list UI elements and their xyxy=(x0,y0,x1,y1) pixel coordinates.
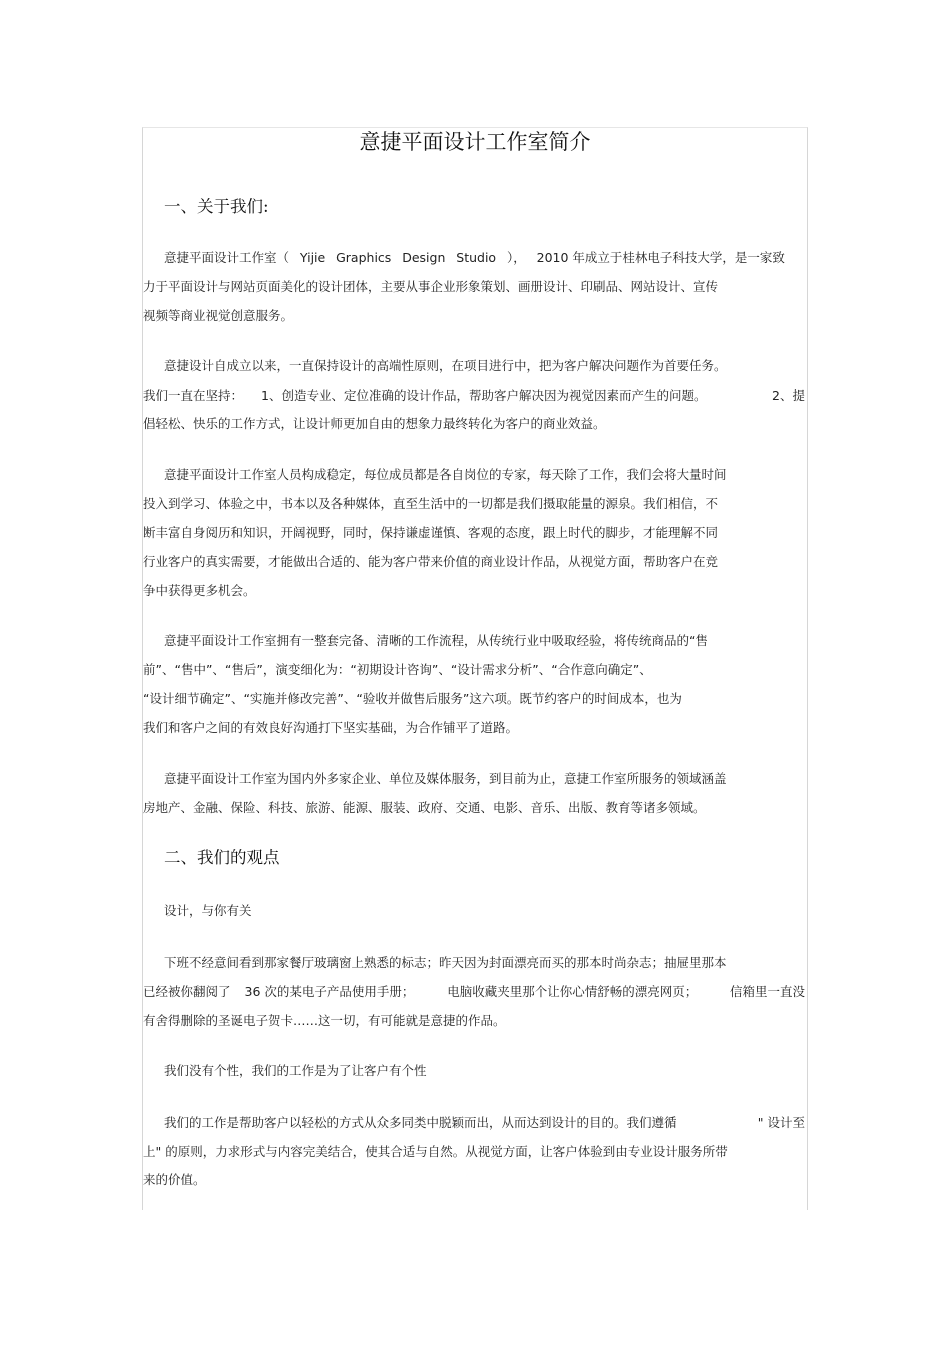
paragraph-line xyxy=(164,250,805,266)
page-title: 意捷平面设计工作室简介 xyxy=(359,130,591,154)
paragraph-line: 来的价值。 xyxy=(143,1172,206,1187)
paragraph-line: 意捷设计自成立以来，一直保持设计的高端性原则，在项目进行中，把为客户解决问题作为首要任务。 xyxy=(164,358,727,373)
text-fragment: 我们的工作是帮助客户以轻松的方式从众多同类中脱颖而出，从而达到设计的目的。我们遵循 xyxy=(164,1115,677,1130)
paragraph-line: 房地产、金融、保险、科技、旅游、能源、服装、政府、交通、电影、音乐、出版、教育等诸多领域。 xyxy=(143,800,706,815)
paragraph-line: 断丰富自身阅历和知识，开阔视野，同时，保持谦虚谨慎、客观的态度，跟上时代的脚步，才能理解不同 xyxy=(143,525,719,540)
text-fragment: 信箱里一直没 xyxy=(729,984,805,999)
paragraph-line: 我们和客户之间的有效良好沟通打下坚实基础，为合作铺平了道路。 xyxy=(143,720,519,735)
paragraph-line: 力于平面设计与网站页面美化的设计团体，主要从事企业形象策划、画册设计、印刷品、网站设计、宣传 xyxy=(143,279,719,294)
text-fragment: ）， xyxy=(506,250,526,265)
text-fragment: Design xyxy=(402,250,446,265)
paragraph-line xyxy=(164,1115,805,1131)
subheading: 设计，与你有关 xyxy=(164,903,252,918)
section-heading-about: 一、关于我们: xyxy=(164,197,269,216)
paragraph-line: 倡轻松、快乐的工作方式，让设计师更加自由的想象力最终转化为客户的商业效益。 xyxy=(143,416,606,431)
text-fragment: " 设计至 xyxy=(757,1115,805,1130)
text-fragment: 2010 年成立于桂林电子科技大学，是一家致 xyxy=(536,250,785,265)
paragraph-line: 下班不经意间看到那家餐厅玻璃窗上熟悉的标志；昨天因为封面漂亮而买的那本时尚杂志；抽屉里那本 xyxy=(164,955,727,970)
text-fragment: Studio xyxy=(456,250,497,265)
text-fragment: 意捷平面设计工作室（ xyxy=(164,250,290,265)
section-heading-views: 二、我们的观点 xyxy=(164,848,280,867)
text-fragment: 2、提 xyxy=(772,388,805,403)
paragraph-line: 意捷平面设计工作室拥有一整套完备、清晰的工作流程，从传统行业中吸取经验，将传统商品的“售 xyxy=(164,633,708,648)
text-fragment: 电脑收藏夹里那个让你心情舒畅的漂亮网页； xyxy=(447,984,698,999)
paragraph-line: 视频等商业视觉创意服务。 xyxy=(143,308,294,323)
text-fragment: Yijie xyxy=(299,250,326,265)
paragraph-line: 有舍得删除的圣诞电子贺卡……这一切，有可能就是意捷的作品。 xyxy=(143,1013,506,1028)
paragraph-line xyxy=(143,984,805,1000)
paragraph-line: 投入到学习、体验之中，书本以及各种媒体，直至生活中的一切都是我们摄取能量的源泉。我们相信，不 xyxy=(143,496,719,511)
text-fragment xyxy=(143,388,706,404)
paragraph-line: 上" 的原则，力求形式与内容完美结合，使其合适与自然。从视觉方面，让客户体验到由专业设计服务所带 xyxy=(143,1144,728,1159)
text-fragment: 1、创造专业、定位准确的设计作品，帮助客户解决因为视觉因素而产生的问题。 xyxy=(261,388,707,403)
paragraph-line: 意捷平面设计工作室人员构成稳定，每位成员都是各自岗位的专家，每天除了工作，我们会将大量时间 xyxy=(164,467,727,482)
text-fragment: 我们一直在坚持： xyxy=(143,388,244,403)
subheading: 我们没有个性，我们的工作是为了让客户有个性 xyxy=(164,1063,427,1078)
text-fragment: Graphics xyxy=(336,250,392,265)
text-fragment: 已经被你翻阅了 xyxy=(143,984,231,999)
paragraph-line: 行业客户的真实需要，才能做出合适的、能为客户带来价值的商业设计作品，从视觉方面，帮助客户在竞 xyxy=(143,554,719,569)
paragraph-line xyxy=(143,388,805,404)
text-fragment: 36 次的某电子产品使用手册； xyxy=(244,984,415,999)
paragraph-line: 前”、“售中”、“售后”，演变细化为：“初期设计咨询”、“设计需求分析”、“合作意向确定”、 xyxy=(143,662,652,677)
text-fragment xyxy=(143,984,414,1000)
paragraph-line: 争中获得更多机会。 xyxy=(143,583,256,598)
paragraph-line: “设计细节确定”、“实施并修改完善”、“验收并做售后服务”这六项。既节约客户的时间成本，也为 xyxy=(143,691,682,706)
paragraph-line: 意捷平面设计工作室为国内外多家企业、单位及媒体服务，到目前为止，意捷工作室所服务的领域涵盖 xyxy=(164,771,727,786)
